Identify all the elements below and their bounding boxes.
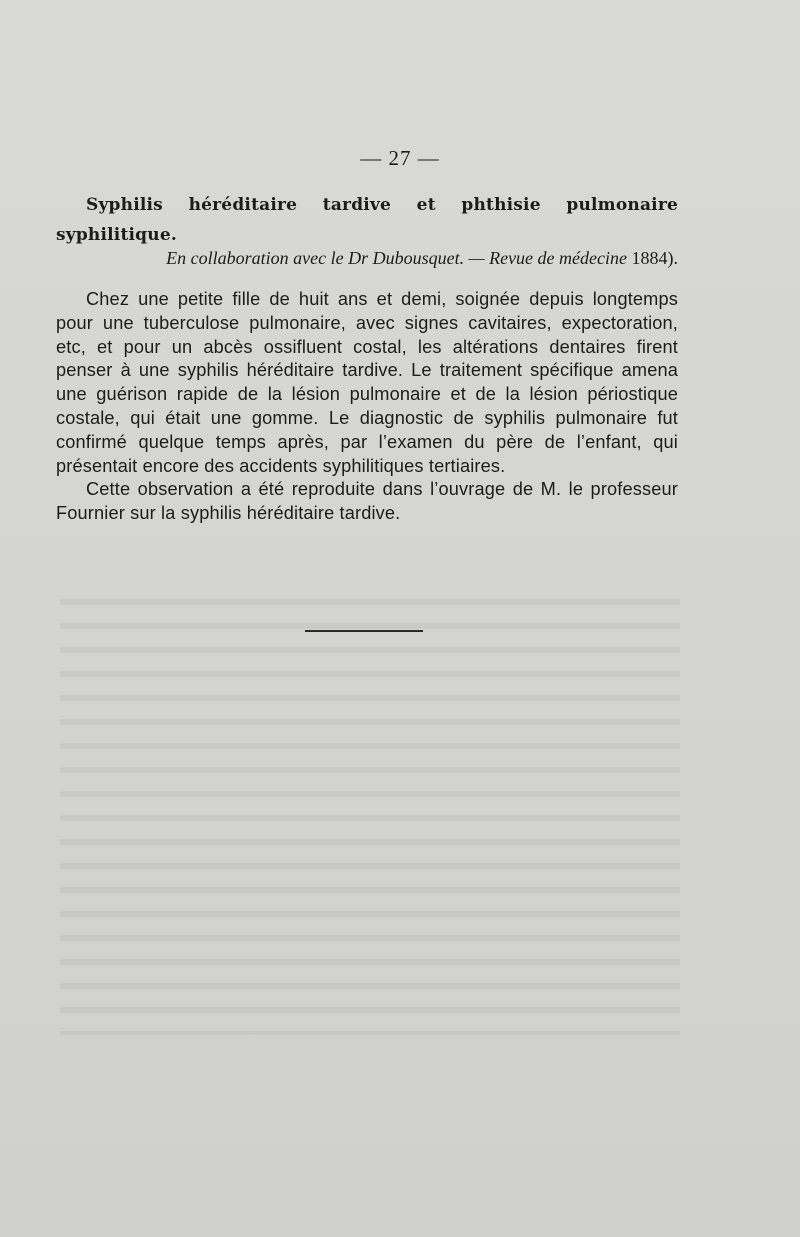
citation-line <box>56 245 678 271</box>
citation-year: 1884). <box>631 248 678 268</box>
page-number: — 27 — <box>360 146 440 170</box>
body-text <box>56 288 678 526</box>
bleed-through-texture <box>60 585 680 1035</box>
section-title: Syphilis héréditaire tardive et phthisie pulmonaire syphilitique. <box>56 195 678 245</box>
section-divider <box>305 630 423 632</box>
paragraph: Cette observation a été reproduite dans l’ouvrage de M. le professeur Fournier sur la syphilis héréditaire tardive. <box>56 479 678 524</box>
paragraph: Chez une petite fille de huit ans et demi, soignée depuis longtemps pour une tuberculose pulmonaire, avec signes cavitaires, expectoration, etc, et pour un abcès ossifluent costal, les altérations dentaires firent penser à une syphilis héréditaire tardive. Le traitement spécifique amena une guérison rapide de la lésion pulmonaire et de la lésion périostique costale, qui était une gomme. Le diagnostic de syphilis pulmonaire fut confirmé quelque temps après, par l’examen du père de l’enfant, qui présentait encore des accidents syphilitiques tertiaires. <box>56 289 678 476</box>
citation-text: En collaboration avec le Dr Dubousquet. — Revue de médecine <box>166 248 627 268</box>
